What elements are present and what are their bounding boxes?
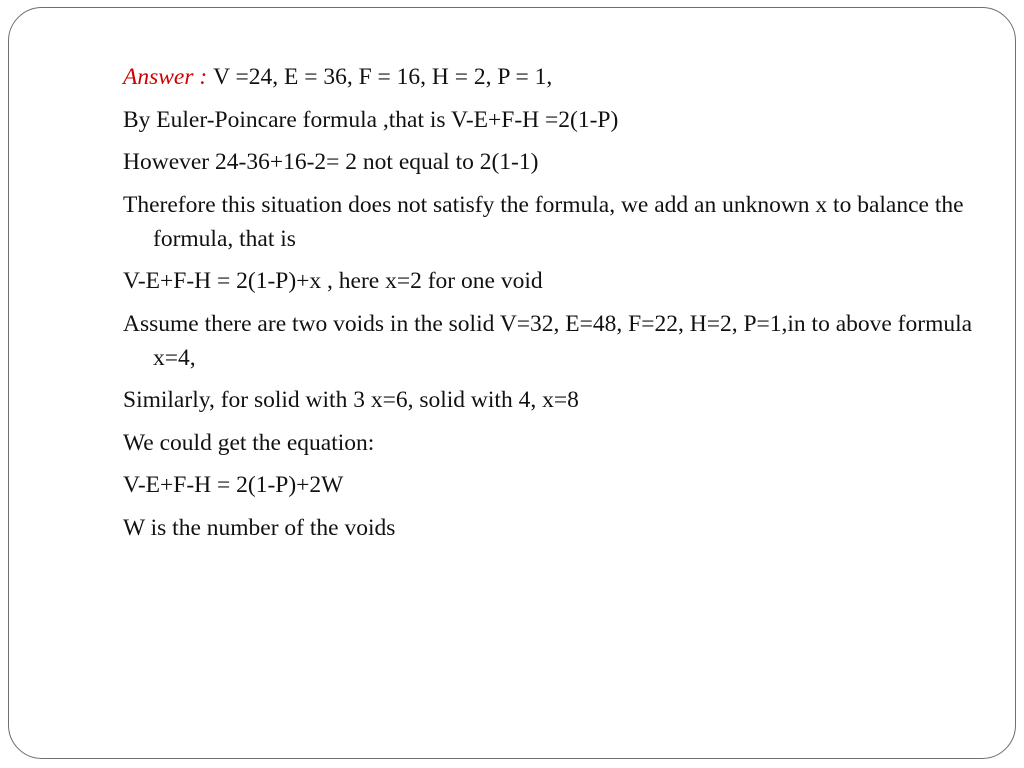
answer-line bbox=[123, 60, 983, 94]
text-line-4: V-E+F-H = 2(1-P)+x , here x=2 for one void bbox=[123, 268, 543, 294]
text-line-6: Similarly, for solid with 3 x=6, solid with 4, x=8 bbox=[123, 387, 579, 413]
answer-values: V =24, E = 36, F = 16, H = 2, P = 1, bbox=[213, 64, 553, 90]
text-line-1: By Euler-Poincare formula ,that is V-E+F-H =2(1-P) bbox=[123, 106, 619, 133]
text-line-2: However 24-36+16-2= 2 not equal to 2(1-1) bbox=[123, 149, 539, 175]
text-line-3: Therefore this situation does not satisfy the formula, we add an unknown x to balance the formula, that is bbox=[123, 191, 964, 252]
text-line-9: W is the number of the voids bbox=[123, 514, 396, 541]
text-line-8: V-E+F-H = 2(1-P)+2W bbox=[123, 472, 344, 498]
text-line-5: Assume there are two voids in the solid V=32, E=48, F=22, H=2, P=1,in to above formula x=4, bbox=[123, 310, 973, 371]
text-line-7: We could get the equation: bbox=[123, 429, 375, 456]
slide-content bbox=[123, 60, 983, 553]
answer-label: Answer : bbox=[123, 64, 214, 90]
